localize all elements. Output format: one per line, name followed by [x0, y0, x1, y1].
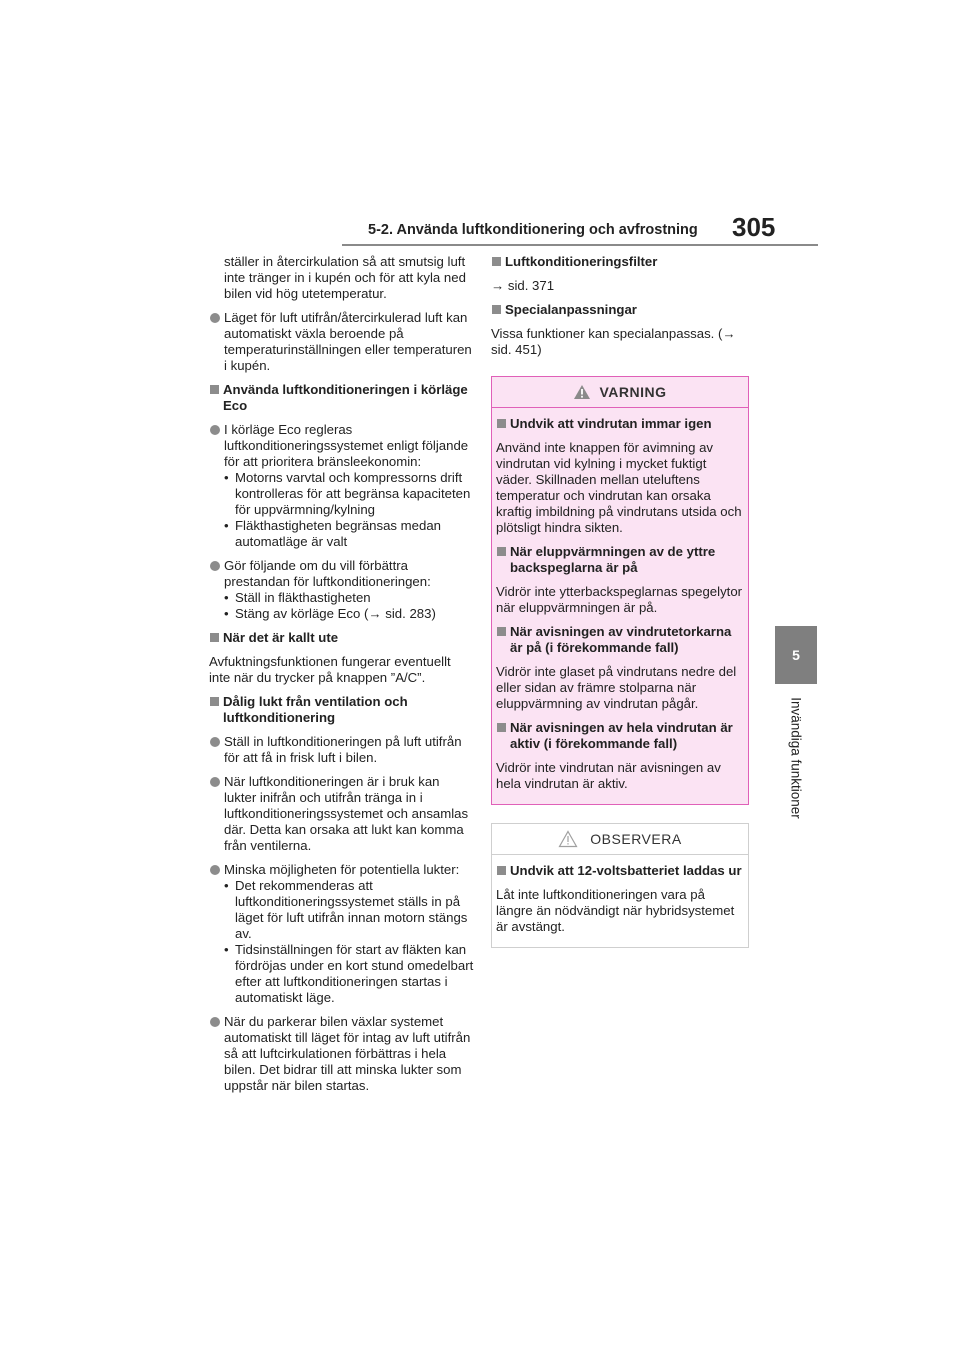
list-item — [209, 422, 475, 550]
warning-triangle-icon — [573, 384, 591, 400]
round-bullet-icon — [210, 1017, 220, 1027]
round-bullet-icon — [210, 561, 220, 571]
heading-text: Luftkonditioneringsfilter — [505, 254, 658, 269]
square-heading-icon — [497, 866, 506, 875]
warning-paragraph: Vidrör inte vindrutan när avisningen av hela vindrutan är aktiv. — [496, 760, 721, 791]
notice-header — [492, 824, 748, 855]
section-heading — [209, 382, 475, 414]
intro-paragraph: ställer in återcirkulation så att smutsig luft inte tränger in i kupén och för att kyla ned bilen vid hög utetemperatur. — [224, 254, 466, 301]
list-item — [209, 774, 475, 854]
round-bullet-icon — [210, 313, 220, 323]
page-reference-link[interactable]: Stäng av körläge Eco (→ sid. 283) — [235, 606, 436, 621]
section-heading — [209, 694, 475, 726]
section-title: 5-2. Använda luftkonditionering och avfrostning — [368, 222, 698, 238]
heading-text: När avisningen av hela vindrutan är aktiv (i förekommande fall) — [510, 720, 733, 751]
square-heading-icon — [497, 419, 506, 428]
warning-heading — [496, 416, 744, 432]
bullet-text: Läget för luft utifrån/återcirkulerad luft kan automatiskt växla beroende på temperaturinställningen eller temperaturen i kupén. — [224, 310, 472, 373]
caution-triangle-outline-icon — [558, 830, 578, 848]
notice-paragraph: Låt inte luftkonditioneringen vara på längre än nödvändigt när hybridsystemet är avstängt. — [496, 887, 735, 934]
sub-item-text: Tidsinställningen för start av fläkten kan fördröjas under en kort stund omedelbart efter att luftkonditioneringen startas i automatiskt läge. — [235, 942, 474, 1005]
notice-title: OBSERVERA — [590, 831, 682, 847]
heading-text: Använda luftkonditioneringen i körläge Eco — [223, 382, 468, 413]
heading-text: Undvik att 12-voltsbatteriet laddas ur — [510, 863, 742, 878]
sub-item-text: Fläkthastigheten begränsas medan automatläge är valt — [235, 518, 442, 549]
section-heading — [209, 630, 475, 646]
list-item — [209, 1014, 475, 1094]
heading-text: Specialanpassningar — [505, 302, 637, 317]
sub-item-text: Ställ in fläkthastigheten — [235, 590, 371, 605]
square-heading-icon — [497, 547, 506, 556]
warning-heading — [496, 624, 744, 656]
right-column — [491, 254, 751, 948]
round-bullet-icon — [210, 425, 220, 435]
page-reference-link[interactable]: → sid. 371 — [491, 278, 555, 293]
bullet-text: Gör följande om du vill förbättra prestandan för luftkonditioneringen: — [224, 558, 431, 589]
sub-list-item: • Ställ in fläkthastigheten — [224, 590, 371, 605]
heading-text: Dålig lukt från ventilation och luftkonditionering — [223, 694, 408, 725]
list-item — [209, 734, 475, 766]
paragraph: Vissa funktioner kan specialanpassas. (→ sid. 451) — [491, 326, 736, 357]
list-item — [209, 310, 475, 374]
round-bullet-icon — [210, 737, 220, 747]
chapter-number: 5 — [792, 647, 800, 663]
sub-item-text: Det rekommenderas att luftkonditioneringssystemet ställs in på läget för luft utifrån innan motorn stängs av. — [235, 878, 468, 941]
square-heading-icon — [492, 257, 501, 266]
square-heading-icon — [492, 305, 501, 314]
bullet-text: Ställ in luftkonditioneringen på luft utifrån för att få in frisk luft i bilen. — [224, 734, 462, 765]
list-item — [209, 558, 475, 622]
round-bullet-icon — [210, 865, 220, 875]
heading-text: När avisningen av vindrutetorkarna är på (i förekommande fall) — [510, 624, 732, 655]
heading-text: Undvik att vindrutan immar igen — [510, 416, 712, 431]
warning-title: VARNING — [599, 384, 667, 400]
warning-header — [492, 377, 748, 408]
sub-list-item: • Det rekommenderas att luftkonditioneringssystemet ställs in på läget för luft utifrån innan motorn stängs av. — [224, 878, 468, 941]
bullet-text: I körläge Eco regleras luftkonditioneringssystemet enligt följande för att prioritera bränsleekonomin: — [224, 422, 469, 469]
square-heading-icon — [210, 385, 219, 394]
warning-paragraph: Vidrör inte ytterbackspeglarnas spegelytor när eluppvärmningen är på. — [496, 584, 743, 615]
notice-heading — [496, 863, 744, 879]
heading-text: När det är kallt ute — [223, 630, 339, 645]
sub-list-item: • Motorns varvtal och kompressorns drift kontrolleras för att begränsa kapaciteten för uppvärmning/kylning — [224, 470, 471, 517]
warning-paragraph: Vidrör inte glaset på vindrutans nedre del eller sidan av främre stolparna när eluppvärmning av vindrutan pågår. — [496, 664, 737, 711]
bullet-text: Minska möjligheten för potentiella lukter: — [224, 862, 460, 877]
sub-item-text: Motorns varvtal och kompressorns drift kontrolleras för att begränsa kapaciteten för uppvärmning/kylning — [235, 470, 471, 517]
section-heading — [491, 302, 751, 318]
section-heading — [491, 254, 751, 270]
chapter-label: Invändiga funktioner — [788, 697, 804, 819]
heading-text: När eluppvärmningen av de yttre backspeglarna är på — [510, 544, 716, 575]
bullet-text: När luftkonditioneringen är i bruk kan lukter inifrån och utifrån tränga in i luftkonditioneringssystemet och ansamlas där. Detta kan orsaka att lukt kan komma från ventilerna. — [224, 774, 469, 853]
warning-paragraph: Använd inte knappen för avimning av vindrutan vid kylning i mycket fuktigt väder. Skillnaden mellan uteluftens temperatur och vindrutan kan orsaka kraftig imbildning på vindrutans utsida och plötsligt hindra sikten. — [496, 440, 742, 535]
left-column — [209, 254, 475, 1102]
square-heading-icon — [210, 697, 219, 706]
header-divider — [342, 244, 818, 246]
sub-list-item: • Stäng av körläge Eco (→ sid. 283) — [224, 606, 436, 621]
list-item — [209, 862, 475, 1006]
page-number: 305 — [732, 212, 776, 242]
paragraph: Avfuktningsfunktionen fungerar eventuellt inte när du trycker på knappen ”A/C”. — [209, 654, 451, 685]
sub-list-item: • Fläkthastigheten begränsas medan automatläge är valt — [224, 518, 442, 549]
square-heading-icon — [497, 723, 506, 732]
warning-heading — [496, 720, 744, 752]
bullet-text: När du parkerar bilen växlar systemet automatiskt till läget för intag av luft utifrån så att luftcirkulationen förbättras i hela bilen. Det bidrar till att minska lukter som uppstår när bilen startas. — [224, 1014, 471, 1093]
notice-box — [491, 823, 749, 948]
sub-list-item: • Tidsinställningen för start av fläkten kan fördröjas under en kort stund omedelbart efter att luftkonditioneringen startas i automatiskt läge. — [224, 942, 474, 1005]
chapter-tab — [775, 626, 817, 684]
round-bullet-icon — [210, 777, 220, 787]
square-heading-icon — [497, 627, 506, 636]
warning-heading — [496, 544, 744, 576]
square-heading-icon — [210, 633, 219, 642]
warning-box — [491, 376, 749, 805]
